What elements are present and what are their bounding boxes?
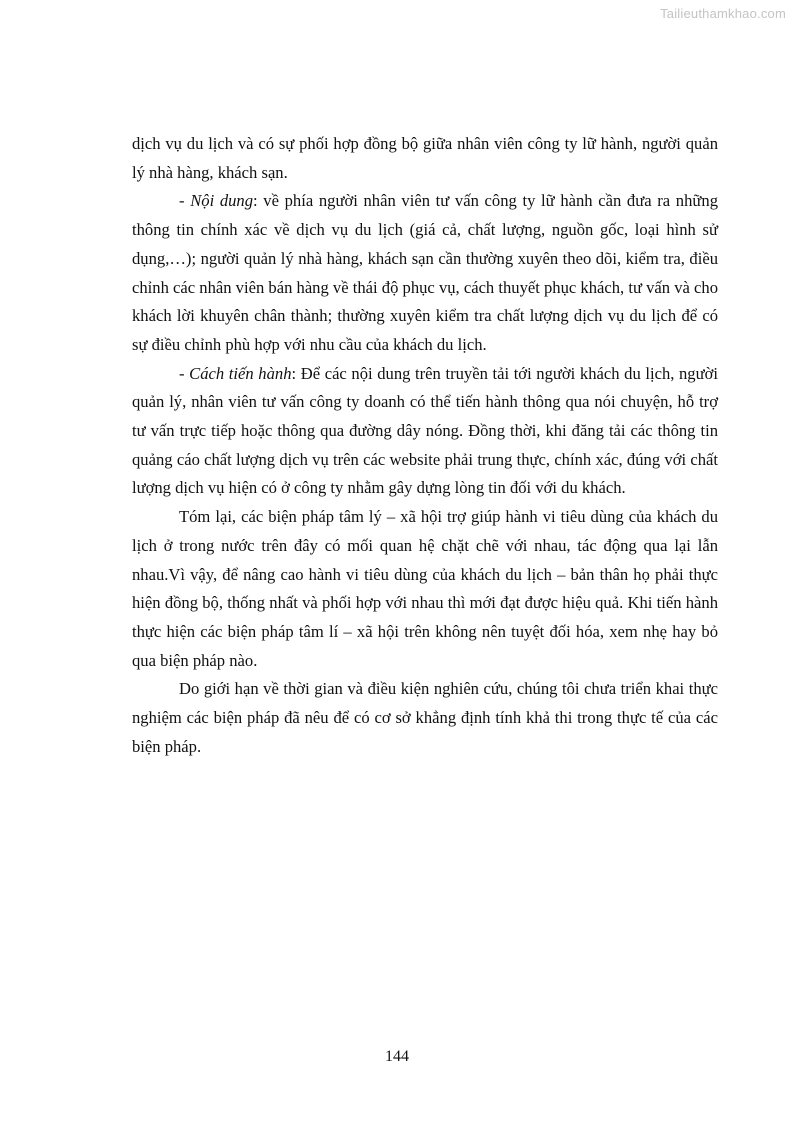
paragraph-summary: Tóm lại, các biện pháp tâm lý – xã hội trợ giúp hành vi tiêu dùng của khách du lịch ở trong nước trên đây có mối quan hệ chặt chẽ với nhau, tác động qua lại lẫn nhau.Vì vậy, để nâng cao hành vi tiêu dùng của khách du lịch – bản thân họ phải thực hiện đồng bộ, thống nhất và phối hợp với nhau thì mới đạt được hiệu quả. Khi tiến hành thực hiện các biện pháp tâm lí – xã hội trên không nên tuyệt đối hóa, xem nhẹ hay bỏ qua biện pháp nào.	[132, 507, 718, 670]
paragraph-content	[132, 187, 718, 359]
paragraph-continuation: dịch vụ du lịch và có sự phối hợp đồng bộ giữa nhân viên công ty lữ hành, người quản lý nhà hàng, khách sạn.	[132, 134, 718, 182]
paragraph-dash: -	[179, 191, 191, 211]
watermark: Tailieuthamkhao.com	[660, 6, 786, 21]
document-body	[132, 130, 718, 761]
content-label: Nội dung	[190, 191, 254, 211]
paragraph-dash: -	[179, 363, 190, 383]
page-number: 144	[385, 1048, 409, 1065]
paragraph-limitation: Do giới hạn về thời gian và điều kiện nghiên cứu, chúng tôi chưa triển khai thực nghiệm các biện pháp đã nêu để có cơ sở khẳng định tính khả thi trong thực tế của các biện pháp.	[132, 679, 718, 756]
method-label: Cách tiến hành	[189, 363, 292, 383]
method-text: : Để các nội dung trên truyền tải tới người khách du lịch, người quản lý, nhân viên tư vấn công ty doanh có thể tiến hành thông qua nói chuyện, hỗ trợ tư vấn trực tiếp hoặc thông qua đường dây nóng. Đồng thời, khi đăng tải các thông tin quảng cáo chất lượng dịch vụ trên các website phải trung thực, chính xác, đúng với chất lượng dịch vụ hiện có ở công ty nhằm gây dựng lòng tin đối với du khách.	[132, 363, 718, 498]
content-text: : về phía người nhân viên tư vấn công ty lữ hành cần đưa ra những thông tin chính xác về dịch vụ du lịch (giá cả, chất lượng, nguồn gốc, loại hình sử dụng,…); người quản lý nhà hàng, khách sạn cần thường xuyên theo dõi, kiểm tra, điều chỉnh các nhân viên bán hàng về thái độ phục vụ, cách thuyết phục khách, tư vấn và cho khách lời khuyên chân thành; thường xuyên kiểm tra chất lượng dịch vụ du lịch để có sự điều chỉnh phù hợp với nhu cầu của khách du lịch.	[132, 191, 718, 354]
paragraph-method	[132, 360, 718, 504]
